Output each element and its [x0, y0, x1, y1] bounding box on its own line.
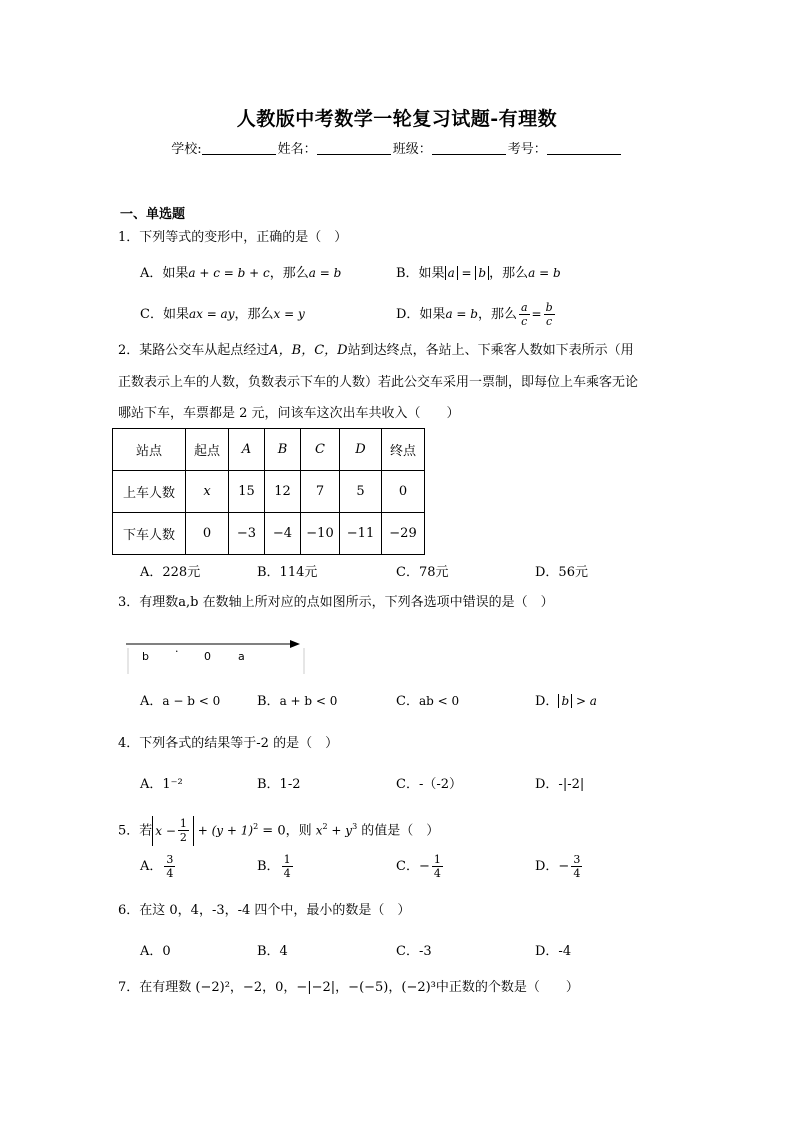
q6-stem: 6．在这 0，4，-3，-4 四个中，最小的数是（ ）	[118, 903, 411, 918]
table-cell: 12	[265, 471, 301, 513]
class-blank[interactable]	[432, 141, 506, 155]
q1-option-b: B．如果 a = b ，那么a = b	[396, 266, 561, 281]
number-line-svg	[124, 636, 308, 676]
q5-stem: 5．若 x − $\frac{1}{2}$ + $(y + 1)^2 = 0$，则 $x^2 + y^3$ 的值是（ ）	[118, 817, 440, 845]
page-title: 人教版中考数学一轮复习试题-有理数	[236, 108, 558, 130]
table-cell: −10	[301, 513, 340, 555]
table-cell: 15	[229, 471, 265, 513]
exam-no-blank[interactable]	[547, 141, 621, 155]
axis-label-zero: 0	[204, 650, 211, 663]
q4-option-d: D．-|-2|	[535, 777, 585, 792]
table-cell: −29	[382, 513, 425, 555]
table-cell: x	[186, 471, 229, 513]
number-line-arrow-icon	[290, 640, 300, 648]
table-cell: −3	[229, 513, 265, 555]
table-row	[113, 429, 425, 471]
q5-option-d: D．− $\frac{3}{4}$	[535, 853, 581, 880]
axis-label-b: b	[142, 650, 149, 663]
q4-option-c: C．-（-2）	[396, 777, 463, 792]
table-cell: D	[340, 429, 382, 471]
name-label: 姓名：	[277, 142, 317, 157]
student-info-line	[0, 138, 794, 157]
number-line-figure	[124, 636, 308, 676]
table-cell: 站点	[113, 429, 186, 471]
table-cell: 0	[186, 513, 229, 555]
table-cell: 起点	[186, 429, 229, 471]
table-row	[113, 471, 425, 513]
q2-line1: 2．某路公交车从起点经过A，B，C，D站到达终点，各站上、下乘客人数如下表所示（用	[118, 343, 634, 358]
q3-option-d: D． b > a	[535, 694, 597, 709]
q4-stem: 4．下列各式的结果等于-2 的是（ ）	[118, 736, 339, 751]
table-cell: 上车人数	[113, 471, 186, 513]
table-row	[113, 513, 425, 555]
school-label: 学校:	[171, 142, 202, 157]
q2-line2: 正数表示上车的人数，负数表示下车的人数）若此公交车采用一票制，即每位上车乘客无论	[118, 375, 639, 390]
q5-option-a: A． $\frac{3}{4}$	[140, 853, 174, 880]
table-cell: 下车人数	[113, 513, 186, 555]
q1-option-d: D．如果a = b，那么 $\frac{a}{c}$ = $\frac{b}{c}$	[396, 301, 553, 328]
q2-option-c: C．78元	[396, 565, 449, 580]
table-cell: C	[301, 429, 340, 471]
q7-stem: 7．在有理数 (−2)²，−2，0，−|−2|，−(−5)，(−2)³中正数的个数是（ ）	[118, 980, 579, 995]
q2-option-b: B．114元	[257, 565, 318, 580]
q3-option-c: C．ab < 0	[396, 694, 460, 709]
q1-option-c: C．如果ax = ay，那么x = y	[140, 307, 305, 322]
bus-passenger-table	[112, 428, 425, 555]
table-cell: −4	[265, 513, 301, 555]
table-cell: A	[229, 429, 265, 471]
q2-option-d: D．56元	[535, 565, 588, 580]
exam-no-label: 考号：	[507, 142, 547, 157]
q5-option-c: C．− $\frac{1}{4}$	[396, 853, 441, 880]
class-label: 班级：	[392, 142, 432, 157]
table-cell: B	[265, 429, 301, 471]
axis-label-a: a	[238, 650, 245, 663]
q1-stem: 1．下列等式的变形中，正确的是（ ）	[118, 230, 348, 245]
q6-option-d: D．-4	[535, 944, 572, 959]
axis-label-dot: ·	[175, 645, 179, 658]
table-cell: 0	[382, 471, 425, 513]
q6-option-b: B．4	[257, 944, 288, 959]
name-blank[interactable]	[317, 141, 391, 155]
q2-option-a: A．228元	[140, 565, 201, 580]
q5-option-b: B． $\frac{1}{4}$	[257, 853, 291, 880]
q3-option-a: A．a − b < 0	[140, 694, 221, 709]
q3-option-b: B．a + b < 0	[257, 694, 338, 709]
section-heading: 一、单选题	[120, 207, 186, 222]
table-cell: −11	[340, 513, 382, 555]
q1-option-a: A．如果a + c = b + c，那么a = b	[140, 266, 342, 281]
q6-option-a: A．0	[140, 944, 171, 959]
q6-option-c: C．-3	[396, 944, 432, 959]
q4-option-a: A．1⁻²	[140, 777, 183, 792]
q2-line3: 哪站下车，车票都是 2 元，问该车这次出车共收入（ ）	[118, 406, 460, 421]
table-cell: 5	[340, 471, 382, 513]
table-cell: 7	[301, 471, 340, 513]
school-blank[interactable]	[202, 141, 276, 155]
q4-option-b: B．1-2	[257, 777, 301, 792]
q3-stem: 3．有理数a,b 在数轴上所对应的点如图所示，下列各选项中错误的是（ ）	[118, 595, 554, 610]
table-cell: 终点	[382, 429, 425, 471]
